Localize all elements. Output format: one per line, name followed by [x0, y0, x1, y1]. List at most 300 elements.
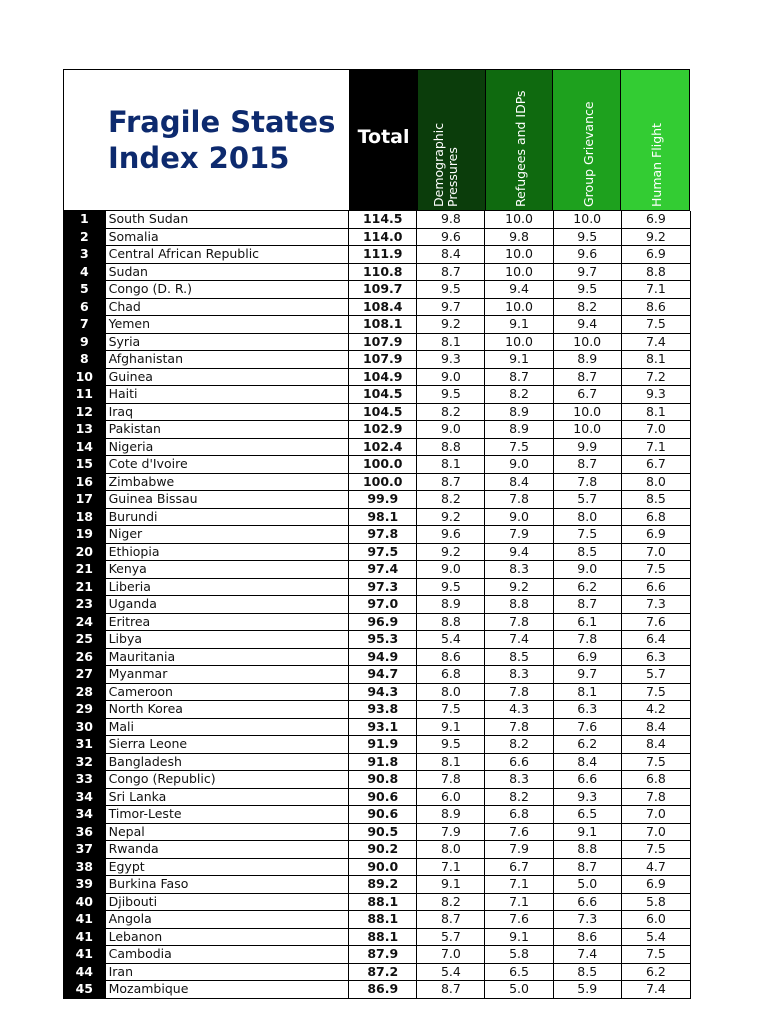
rank-cell: 12	[64, 403, 105, 421]
demographic-pressures-cell: 9.1	[417, 718, 485, 736]
demographic-pressures-cell: 8.4	[417, 246, 485, 264]
refugees-idps-cell: 8.9	[485, 421, 553, 439]
group-grievance-cell: 7.6	[553, 718, 621, 736]
total-cell: 94.3	[349, 683, 417, 701]
country-cell: Rwanda	[105, 841, 349, 859]
refugees-idps-cell: 8.7	[485, 368, 553, 386]
total-cell: 100.0	[349, 456, 417, 474]
table-row	[64, 316, 691, 334]
country-cell: Uganda	[105, 596, 349, 614]
human-flight-cell: 4.7	[621, 858, 690, 876]
group-grievance-cell: 8.5	[553, 543, 621, 561]
refugees-idps-cell: 8.8	[485, 596, 553, 614]
total-cell: 90.5	[349, 823, 417, 841]
human-flight-cell: 7.5	[621, 561, 690, 579]
refugees-idps-cell: 7.8	[485, 718, 553, 736]
total-cell: 90.2	[349, 841, 417, 859]
human-flight-cell: 8.0	[621, 473, 690, 491]
total-cell: 104.5	[349, 386, 417, 404]
fragile-states-sheet	[63, 69, 690, 999]
table-row	[64, 508, 691, 526]
table-row	[64, 491, 691, 509]
country-cell: Guinea	[105, 368, 349, 386]
group-grievance-cell: 8.7	[553, 456, 621, 474]
table-row	[64, 228, 691, 246]
table-row	[64, 788, 691, 806]
indicator-label: Demographic Pressures	[431, 122, 461, 207]
table-row	[64, 421, 691, 439]
rank-cell: 28	[64, 683, 105, 701]
refugees-idps-cell: 7.5	[485, 438, 553, 456]
total-cell: 98.1	[349, 508, 417, 526]
rank-cell: 24	[64, 613, 105, 631]
rank-cell: 14	[64, 438, 105, 456]
group-grievance-cell: 10.0	[553, 421, 621, 439]
table-row	[64, 963, 691, 981]
table-row	[64, 298, 691, 316]
rank-cell: 10	[64, 368, 105, 386]
group-grievance-cell: 9.5	[553, 228, 621, 246]
group-grievance-cell: 8.4	[553, 753, 621, 771]
refugees-idps-cell: 7.9	[485, 526, 553, 544]
country-cell: Iran	[105, 963, 349, 981]
demographic-pressures-cell: 8.0	[417, 841, 485, 859]
country-cell: Mozambique	[105, 981, 349, 999]
country-cell: Burkina Faso	[105, 876, 349, 894]
page-title: Fragile States Index 2015	[108, 105, 336, 175]
total-cell: 88.1	[349, 911, 417, 929]
total-cell: 100.0	[349, 473, 417, 491]
total-cell: 111.9	[349, 246, 417, 264]
country-cell: Sudan	[105, 263, 349, 281]
title-cell	[64, 70, 350, 210]
table-row	[64, 666, 691, 684]
group-grievance-cell: 8.5	[553, 963, 621, 981]
demographic-pressures-cell: 8.1	[417, 456, 485, 474]
total-cell: 91.8	[349, 753, 417, 771]
rank-cell: 31	[64, 736, 105, 754]
human-flight-cell: 9.2	[621, 228, 690, 246]
country-cell: Mauritania	[105, 648, 349, 666]
human-flight-cell: 7.5	[621, 683, 690, 701]
human-flight-cell: 6.8	[621, 508, 690, 526]
refugees-idps-cell: 6.8	[485, 806, 553, 824]
total-cell: 88.1	[349, 893, 417, 911]
rank-cell: 33	[64, 771, 105, 789]
total-cell: 95.3	[349, 631, 417, 649]
total-cell: 114.0	[349, 228, 417, 246]
total-cell: 107.9	[349, 333, 417, 351]
demographic-pressures-cell: 7.8	[417, 771, 485, 789]
table-row	[64, 771, 691, 789]
demographic-pressures-cell: 9.5	[417, 736, 485, 754]
table-row	[64, 648, 691, 666]
total-cell: 97.4	[349, 561, 417, 579]
total-cell: 108.1	[349, 316, 417, 334]
human-flight-cell: 6.3	[621, 648, 690, 666]
group-grievance-cell: 8.8	[553, 841, 621, 859]
rank-cell: 41	[64, 928, 105, 946]
group-grievance-cell: 9.7	[553, 263, 621, 281]
table-row	[64, 351, 691, 369]
demographic-pressures-cell: 7.9	[417, 823, 485, 841]
rank-cell: 2	[64, 228, 105, 246]
rank-cell: 15	[64, 456, 105, 474]
rank-cell: 27	[64, 666, 105, 684]
demographic-pressures-cell: 8.8	[417, 438, 485, 456]
country-cell: Mali	[105, 718, 349, 736]
refugees-idps-cell: 9.4	[485, 281, 553, 299]
country-cell: Cote d'Ivoire	[105, 456, 349, 474]
demographic-pressures-cell: 9.0	[417, 561, 485, 579]
demographic-pressures-cell: 8.6	[417, 648, 485, 666]
refugees-idps-cell: 8.2	[485, 788, 553, 806]
total-cell: 86.9	[349, 981, 417, 999]
human-flight-cell: 4.2	[621, 701, 690, 719]
human-flight-cell: 7.0	[621, 421, 690, 439]
total-cell: 90.6	[349, 806, 417, 824]
table-row	[64, 561, 691, 579]
rank-cell: 8	[64, 351, 105, 369]
group-grievance-cell: 9.0	[553, 561, 621, 579]
demographic-pressures-cell: 9.0	[417, 421, 485, 439]
group-grievance-cell: 7.8	[553, 473, 621, 491]
ranking-table	[64, 211, 691, 999]
refugees-idps-cell: 8.3	[485, 666, 553, 684]
country-cell: Somalia	[105, 228, 349, 246]
refugees-idps-cell: 7.8	[485, 491, 553, 509]
table-row	[64, 456, 691, 474]
group-grievance-cell: 8.6	[553, 928, 621, 946]
human-flight-cell: 7.5	[621, 841, 690, 859]
refugees-idps-cell: 7.1	[485, 876, 553, 894]
group-grievance-cell: 10.0	[553, 403, 621, 421]
country-cell: Syria	[105, 333, 349, 351]
total-cell: 87.9	[349, 946, 417, 964]
table-row	[64, 263, 691, 281]
refugees-idps-cell: 6.6	[485, 753, 553, 771]
refugees-idps-cell: 8.2	[485, 736, 553, 754]
total-cell: 99.9	[349, 491, 417, 509]
refugees-idps-cell: 9.1	[485, 351, 553, 369]
table-row	[64, 928, 691, 946]
rank-cell: 13	[64, 421, 105, 439]
indicator-label: Refugees and IDPs	[513, 90, 529, 207]
group-grievance-cell: 9.9	[553, 438, 621, 456]
total-cell: 97.8	[349, 526, 417, 544]
country-cell: Cambodia	[105, 946, 349, 964]
refugees-idps-cell: 7.8	[485, 613, 553, 631]
human-flight-cell: 6.9	[621, 246, 690, 264]
total-cell: 93.8	[349, 701, 417, 719]
refugees-idps-cell: 9.1	[485, 928, 553, 946]
demographic-pressures-cell: 9.5	[417, 386, 485, 404]
total-cell: 108.4	[349, 298, 417, 316]
total-cell: 109.7	[349, 281, 417, 299]
demographic-pressures-cell: 8.7	[417, 911, 485, 929]
refugees-idps-cell: 7.6	[485, 911, 553, 929]
total-cell: 110.8	[349, 263, 417, 281]
group-grievance-cell: 6.6	[553, 893, 621, 911]
group-grievance-cell: 6.5	[553, 806, 621, 824]
human-flight-cell: 6.7	[621, 456, 690, 474]
refugees-idps-cell: 10.0	[485, 246, 553, 264]
rank-cell: 41	[64, 946, 105, 964]
country-cell: Libya	[105, 631, 349, 649]
rank-cell: 4	[64, 263, 105, 281]
group-grievance-cell: 9.5	[553, 281, 621, 299]
indicator-header-human-flight	[621, 70, 689, 210]
table-row	[64, 718, 691, 736]
refugees-idps-cell: 4.3	[485, 701, 553, 719]
rank-cell: 23	[64, 596, 105, 614]
human-flight-cell: 7.4	[621, 333, 690, 351]
table-row	[64, 578, 691, 596]
total-cell: 102.9	[349, 421, 417, 439]
human-flight-cell: 8.1	[621, 403, 690, 421]
table-row	[64, 368, 691, 386]
country-cell: Haiti	[105, 386, 349, 404]
rank-cell: 41	[64, 911, 105, 929]
total-cell: 91.9	[349, 736, 417, 754]
country-cell: South Sudan	[105, 211, 349, 228]
refugees-idps-cell: 9.8	[485, 228, 553, 246]
refugees-idps-cell: 10.0	[485, 211, 553, 228]
country-cell: Djibouti	[105, 893, 349, 911]
group-grievance-cell: 7.8	[553, 631, 621, 649]
rank-cell: 17	[64, 491, 105, 509]
demographic-pressures-cell: 8.9	[417, 806, 485, 824]
group-grievance-cell: 6.1	[553, 613, 621, 631]
country-cell: Sierra Leone	[105, 736, 349, 754]
rank-cell: 21	[64, 561, 105, 579]
total-cell: 89.2	[349, 876, 417, 894]
refugees-idps-cell: 7.4	[485, 631, 553, 649]
rank-cell: 36	[64, 823, 105, 841]
table-body	[64, 211, 691, 998]
human-flight-cell: 6.6	[621, 578, 690, 596]
rank-cell: 37	[64, 841, 105, 859]
total-cell: 90.0	[349, 858, 417, 876]
human-flight-cell: 7.2	[621, 368, 690, 386]
rank-cell: 26	[64, 648, 105, 666]
refugees-idps-cell: 9.0	[485, 508, 553, 526]
country-cell: Congo (D. R.)	[105, 281, 349, 299]
rank-cell: 9	[64, 333, 105, 351]
group-grievance-cell: 8.7	[553, 596, 621, 614]
total-cell: 88.1	[349, 928, 417, 946]
group-grievance-cell: 7.3	[553, 911, 621, 929]
refugees-idps-cell: 10.0	[485, 263, 553, 281]
human-flight-cell: 7.1	[621, 281, 690, 299]
refugees-idps-cell: 9.0	[485, 456, 553, 474]
demographic-pressures-cell: 9.6	[417, 228, 485, 246]
human-flight-cell: 6.9	[621, 876, 690, 894]
refugees-idps-cell: 7.9	[485, 841, 553, 859]
refugees-idps-cell: 8.2	[485, 386, 553, 404]
refugees-idps-cell: 10.0	[485, 333, 553, 351]
country-cell: Chad	[105, 298, 349, 316]
group-grievance-cell: 8.7	[553, 368, 621, 386]
demographic-pressures-cell: 7.0	[417, 946, 485, 964]
total-cell: 94.9	[349, 648, 417, 666]
demographic-pressures-cell: 9.5	[417, 578, 485, 596]
country-cell: Iraq	[105, 403, 349, 421]
demographic-pressures-cell: 7.1	[417, 858, 485, 876]
demographic-pressures-cell: 9.8	[417, 211, 485, 228]
country-cell: Myanmar	[105, 666, 349, 684]
refugees-idps-cell: 9.2	[485, 578, 553, 596]
table-row	[64, 823, 691, 841]
table-row	[64, 403, 691, 421]
indicator-header-refugees	[486, 70, 554, 210]
country-cell: Congo (Republic)	[105, 771, 349, 789]
human-flight-cell: 7.0	[621, 823, 690, 841]
group-grievance-cell: 5.0	[553, 876, 621, 894]
human-flight-cell: 6.8	[621, 771, 690, 789]
table-row	[64, 596, 691, 614]
table-row	[64, 753, 691, 771]
human-flight-cell: 7.6	[621, 613, 690, 631]
rank-cell: 40	[64, 893, 105, 911]
table-row	[64, 858, 691, 876]
table-row	[64, 473, 691, 491]
group-grievance-cell: 9.3	[553, 788, 621, 806]
rank-cell: 3	[64, 246, 105, 264]
table-row	[64, 736, 691, 754]
human-flight-cell: 8.4	[621, 718, 690, 736]
total-cell: 90.6	[349, 788, 417, 806]
human-flight-cell: 7.4	[621, 981, 690, 999]
table-row	[64, 333, 691, 351]
refugees-idps-cell: 7.1	[485, 893, 553, 911]
country-cell: Bangladesh	[105, 753, 349, 771]
human-flight-cell: 5.4	[621, 928, 690, 946]
table-row	[64, 613, 691, 631]
demographic-pressures-cell: 9.2	[417, 316, 485, 334]
group-grievance-cell: 9.6	[553, 246, 621, 264]
total-cell: 107.9	[349, 351, 417, 369]
refugees-idps-cell: 7.6	[485, 823, 553, 841]
refugees-idps-cell: 6.7	[485, 858, 553, 876]
table-row	[64, 246, 691, 264]
country-cell: North Korea	[105, 701, 349, 719]
group-grievance-cell: 6.2	[553, 578, 621, 596]
country-cell: Pakistan	[105, 421, 349, 439]
demographic-pressures-cell: 5.7	[417, 928, 485, 946]
demographic-pressures-cell: 9.5	[417, 281, 485, 299]
human-flight-cell: 8.8	[621, 263, 690, 281]
refugees-idps-cell: 8.4	[485, 473, 553, 491]
human-flight-cell: 7.0	[621, 806, 690, 824]
table-row	[64, 981, 691, 999]
group-grievance-cell: 9.7	[553, 666, 621, 684]
country-cell: Egypt	[105, 858, 349, 876]
group-grievance-cell: 7.5	[553, 526, 621, 544]
human-flight-cell: 6.9	[621, 526, 690, 544]
demographic-pressures-cell: 5.4	[417, 631, 485, 649]
demographic-pressures-cell: 9.1	[417, 876, 485, 894]
human-flight-cell: 7.1	[621, 438, 690, 456]
human-flight-cell: 7.0	[621, 543, 690, 561]
refugees-idps-cell: 8.3	[485, 561, 553, 579]
group-grievance-cell: 6.2	[553, 736, 621, 754]
table-row	[64, 543, 691, 561]
demographic-pressures-cell: 8.2	[417, 491, 485, 509]
rank-cell: 45	[64, 981, 105, 999]
human-flight-cell: 5.8	[621, 893, 690, 911]
human-flight-cell: 7.5	[621, 946, 690, 964]
rank-cell: 11	[64, 386, 105, 404]
demographic-pressures-cell: 8.0	[417, 683, 485, 701]
group-grievance-cell: 9.4	[553, 316, 621, 334]
rank-cell: 29	[64, 701, 105, 719]
table-row	[64, 806, 691, 824]
rank-cell: 32	[64, 753, 105, 771]
demographic-pressures-cell: 9.2	[417, 543, 485, 561]
total-cell: 97.0	[349, 596, 417, 614]
rank-cell: 34	[64, 788, 105, 806]
country-cell: Ethiopia	[105, 543, 349, 561]
group-grievance-cell: 10.0	[553, 333, 621, 351]
human-flight-cell: 5.7	[621, 666, 690, 684]
demographic-pressures-cell: 8.7	[417, 473, 485, 491]
rank-cell: 25	[64, 631, 105, 649]
refugees-idps-cell: 8.3	[485, 771, 553, 789]
indicator-header-demographic	[418, 70, 486, 210]
group-grievance-cell: 8.0	[553, 508, 621, 526]
human-flight-cell: 7.8	[621, 788, 690, 806]
human-flight-cell: 7.5	[621, 316, 690, 334]
human-flight-cell: 6.0	[621, 911, 690, 929]
rank-cell: 39	[64, 876, 105, 894]
group-grievance-cell: 6.6	[553, 771, 621, 789]
rank-cell: 18	[64, 508, 105, 526]
total-cell: 94.7	[349, 666, 417, 684]
group-grievance-cell: 6.9	[553, 648, 621, 666]
table-body-wrap	[63, 211, 690, 999]
table-row	[64, 893, 691, 911]
demographic-pressures-cell: 9.2	[417, 508, 485, 526]
human-flight-cell: 7.5	[621, 753, 690, 771]
country-cell: Yemen	[105, 316, 349, 334]
table-row	[64, 701, 691, 719]
refugees-idps-cell: 10.0	[485, 298, 553, 316]
table-row	[64, 631, 691, 649]
country-cell: Angola	[105, 911, 349, 929]
demographic-pressures-cell: 5.4	[417, 963, 485, 981]
rank-cell: 34	[64, 806, 105, 824]
group-grievance-cell: 10.0	[553, 211, 621, 228]
demographic-pressures-cell: 9.7	[417, 298, 485, 316]
country-cell: Guinea Bissau	[105, 491, 349, 509]
group-grievance-cell: 8.9	[553, 351, 621, 369]
rank-cell: 16	[64, 473, 105, 491]
table-row	[64, 876, 691, 894]
total-cell: 104.9	[349, 368, 417, 386]
human-flight-cell: 8.5	[621, 491, 690, 509]
group-grievance-cell: 6.7	[553, 386, 621, 404]
country-cell: Eritrea	[105, 613, 349, 631]
rank-cell: 19	[64, 526, 105, 544]
demographic-pressures-cell: 8.1	[417, 753, 485, 771]
country-cell: Burundi	[105, 508, 349, 526]
group-grievance-cell: 7.4	[553, 946, 621, 964]
demographic-pressures-cell: 8.9	[417, 596, 485, 614]
refugees-idps-cell: 9.1	[485, 316, 553, 334]
rank-cell: 5	[64, 281, 105, 299]
indicator-label: Group Grievance	[580, 101, 596, 207]
